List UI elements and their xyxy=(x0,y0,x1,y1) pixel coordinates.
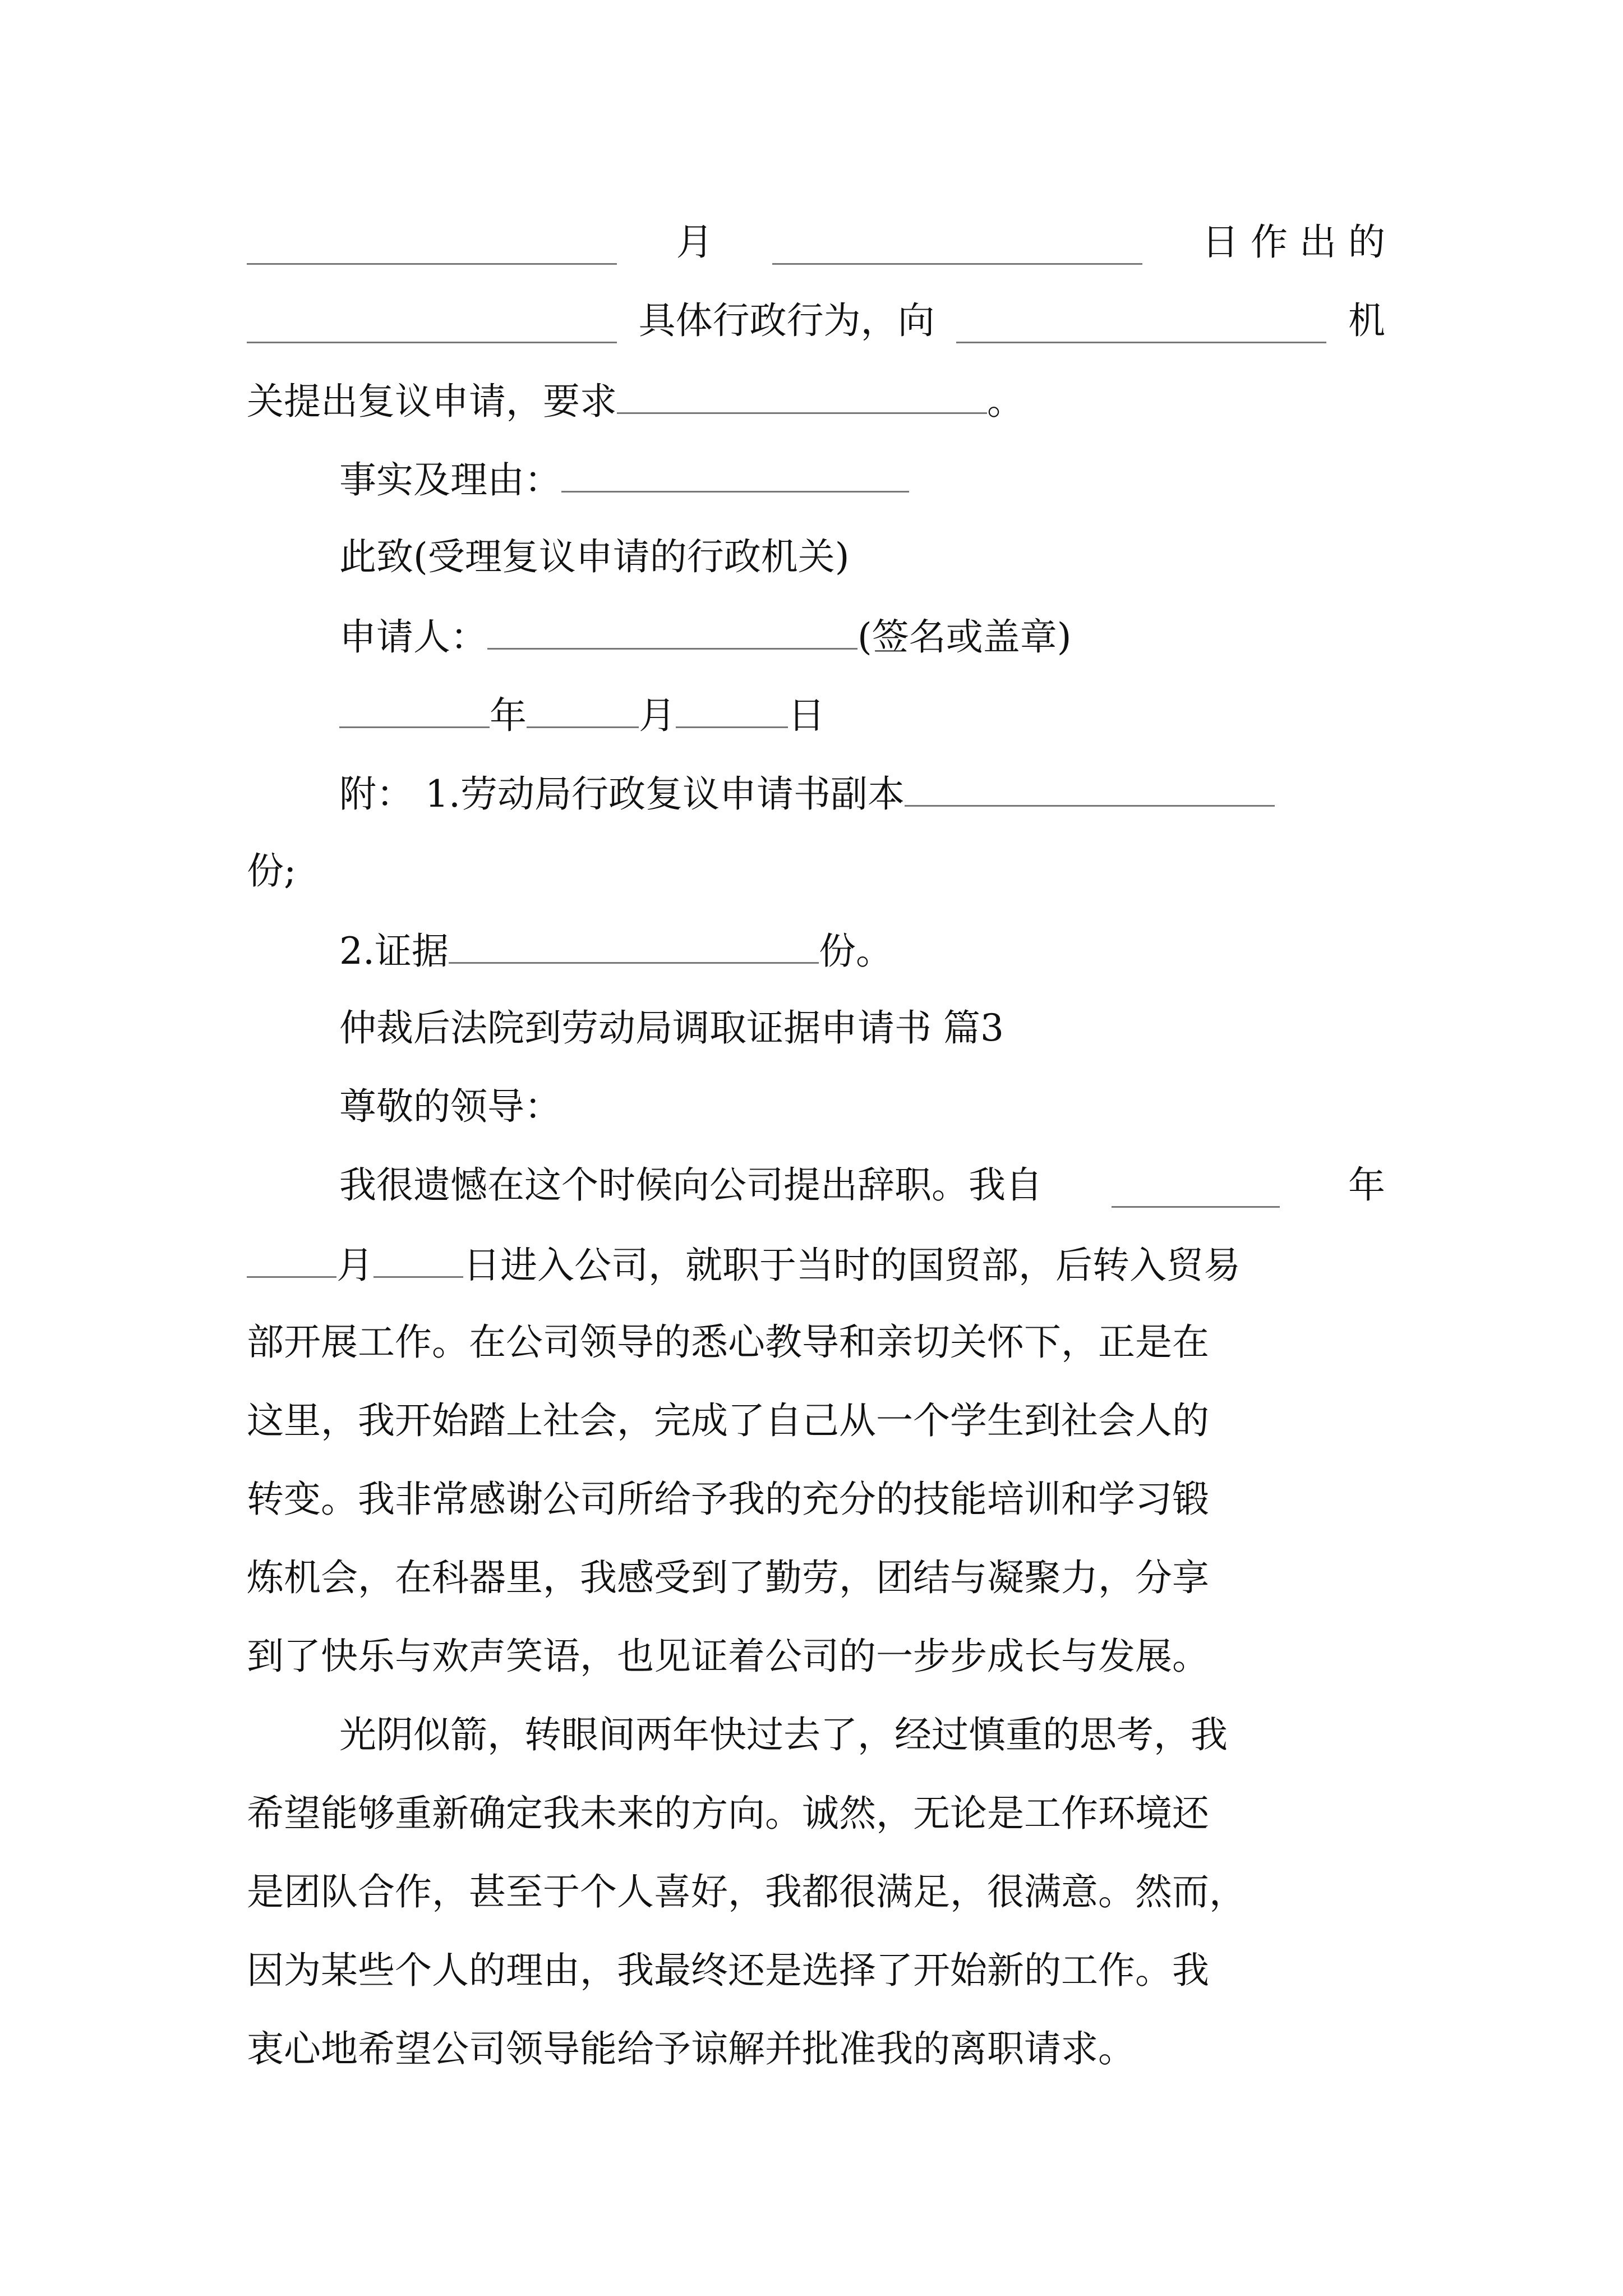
line-1 xyxy=(247,220,1385,265)
text-segment: 到了快乐与欢声笑语，也见证着公司的一步步成长与发展。 xyxy=(247,1635,1209,1678)
text-segment: 份。 xyxy=(818,930,893,973)
blank-field xyxy=(374,1241,463,1278)
text-segment: 光阴似箭，转眼间两年快过去了，经过慎重的思考，我 xyxy=(339,1713,1228,1756)
blank-field xyxy=(449,927,819,964)
text-segment: 我很遗憾在这个时候向公司提出辞职。我自 xyxy=(339,1163,1043,1207)
text-segment: (签名或盖章) xyxy=(857,615,1072,659)
line-6 xyxy=(339,613,1072,658)
text-segment: 衷心地希望公司领导能给予谅解并批准我的离职请求。 xyxy=(247,2027,1135,2070)
text-segment: 关提出复议申请，要求 xyxy=(247,380,617,423)
blank-field xyxy=(617,378,987,414)
paragraph-line xyxy=(247,1948,1209,1993)
paragraph-line xyxy=(247,1791,1209,1836)
paragraph-line xyxy=(247,1320,1209,1365)
line-14 xyxy=(247,1241,1241,1286)
text-month: 月 xyxy=(336,1244,374,1287)
paragraph-line xyxy=(247,1477,1209,1522)
paragraph-line xyxy=(247,1870,1246,1915)
paragraph-line xyxy=(247,2027,1135,2072)
text-segment: 事实及理由： xyxy=(339,458,561,501)
blank-field xyxy=(247,228,617,265)
blank-field xyxy=(339,692,490,728)
text-day: 日 xyxy=(788,694,825,737)
text-segment: 尊敬的领导： xyxy=(339,1085,561,1128)
line-9 xyxy=(247,849,296,894)
text-segment: 日进入公司，就职于当时的国贸部，后转入贸易 xyxy=(463,1244,1241,1287)
blank-field xyxy=(247,307,617,343)
text-month: 月 xyxy=(676,220,713,264)
text-segment: 部开展工作。在公司领导的悉心教导和亲切关怀下，正是在 xyxy=(247,1320,1209,1364)
blank-field xyxy=(561,456,909,493)
text-month: 月 xyxy=(639,694,676,737)
blank-field xyxy=(1112,1171,1280,1208)
salutation xyxy=(339,1084,561,1129)
text-segment: 因为某些个人的理由，我最终还是选择了开始新的工作。我 xyxy=(247,1949,1209,1992)
paragraph-line xyxy=(339,1713,1228,1757)
text-segment: 炼机会，在科器里，我感受到了勤劳，团结与凝聚力，分享 xyxy=(247,1556,1209,1599)
text-segment: 机 xyxy=(1348,299,1385,342)
text-segment: 具体行政行为，向 xyxy=(638,299,935,342)
text-segment: 份; xyxy=(247,849,297,892)
line-5 xyxy=(339,535,850,579)
paragraph-line xyxy=(247,1634,1209,1679)
blank-field xyxy=(772,228,1142,265)
blank-field xyxy=(527,692,639,728)
text-segment: 附： 1.劳动局行政复议申请书副本 xyxy=(339,772,905,816)
text-segment: 是团队合作，甚至于个人喜好，我都很满足，很满意。然而， xyxy=(247,1870,1246,1913)
blank-field xyxy=(676,692,788,728)
line-7 xyxy=(339,692,825,737)
text-segment: 申请人： xyxy=(339,615,487,659)
line-4 xyxy=(339,456,909,501)
text-segment: 2.证据 xyxy=(339,930,449,973)
text-segment: 这里，我开始踏上社会，完成了自己从一个学生到社会人的 xyxy=(247,1399,1209,1442)
text-segment: 。 xyxy=(987,380,1024,423)
text-segment: 仲裁后法院到劳动局调取证据申请书 篇3 xyxy=(339,1006,1004,1050)
line-2 xyxy=(247,298,1385,343)
line-13 xyxy=(339,1163,1385,1208)
line-10 xyxy=(339,927,893,972)
text-year: 年 xyxy=(1348,1163,1385,1207)
blank-field xyxy=(956,307,1326,343)
blank-field xyxy=(905,770,1275,807)
blank-field xyxy=(487,613,857,650)
line-3 xyxy=(247,378,1024,422)
text-segment: 日 作 出 的 xyxy=(1202,220,1385,264)
line-8 xyxy=(339,770,1275,815)
text-segment: 此致(受理复议申请的行政机关) xyxy=(339,535,850,578)
section-heading xyxy=(339,1006,1004,1051)
paragraph-line xyxy=(247,1398,1209,1443)
paragraph-line xyxy=(247,1556,1209,1600)
text-segment: 希望能够重新确定我未来的方向。诚然，无论是工作环境还 xyxy=(247,1792,1209,1835)
blank-field xyxy=(247,1241,336,1278)
text-segment: 转变。我非常感谢公司所给予我的充分的技能培训和学习锻 xyxy=(247,1478,1209,1521)
text-year: 年 xyxy=(490,694,527,737)
